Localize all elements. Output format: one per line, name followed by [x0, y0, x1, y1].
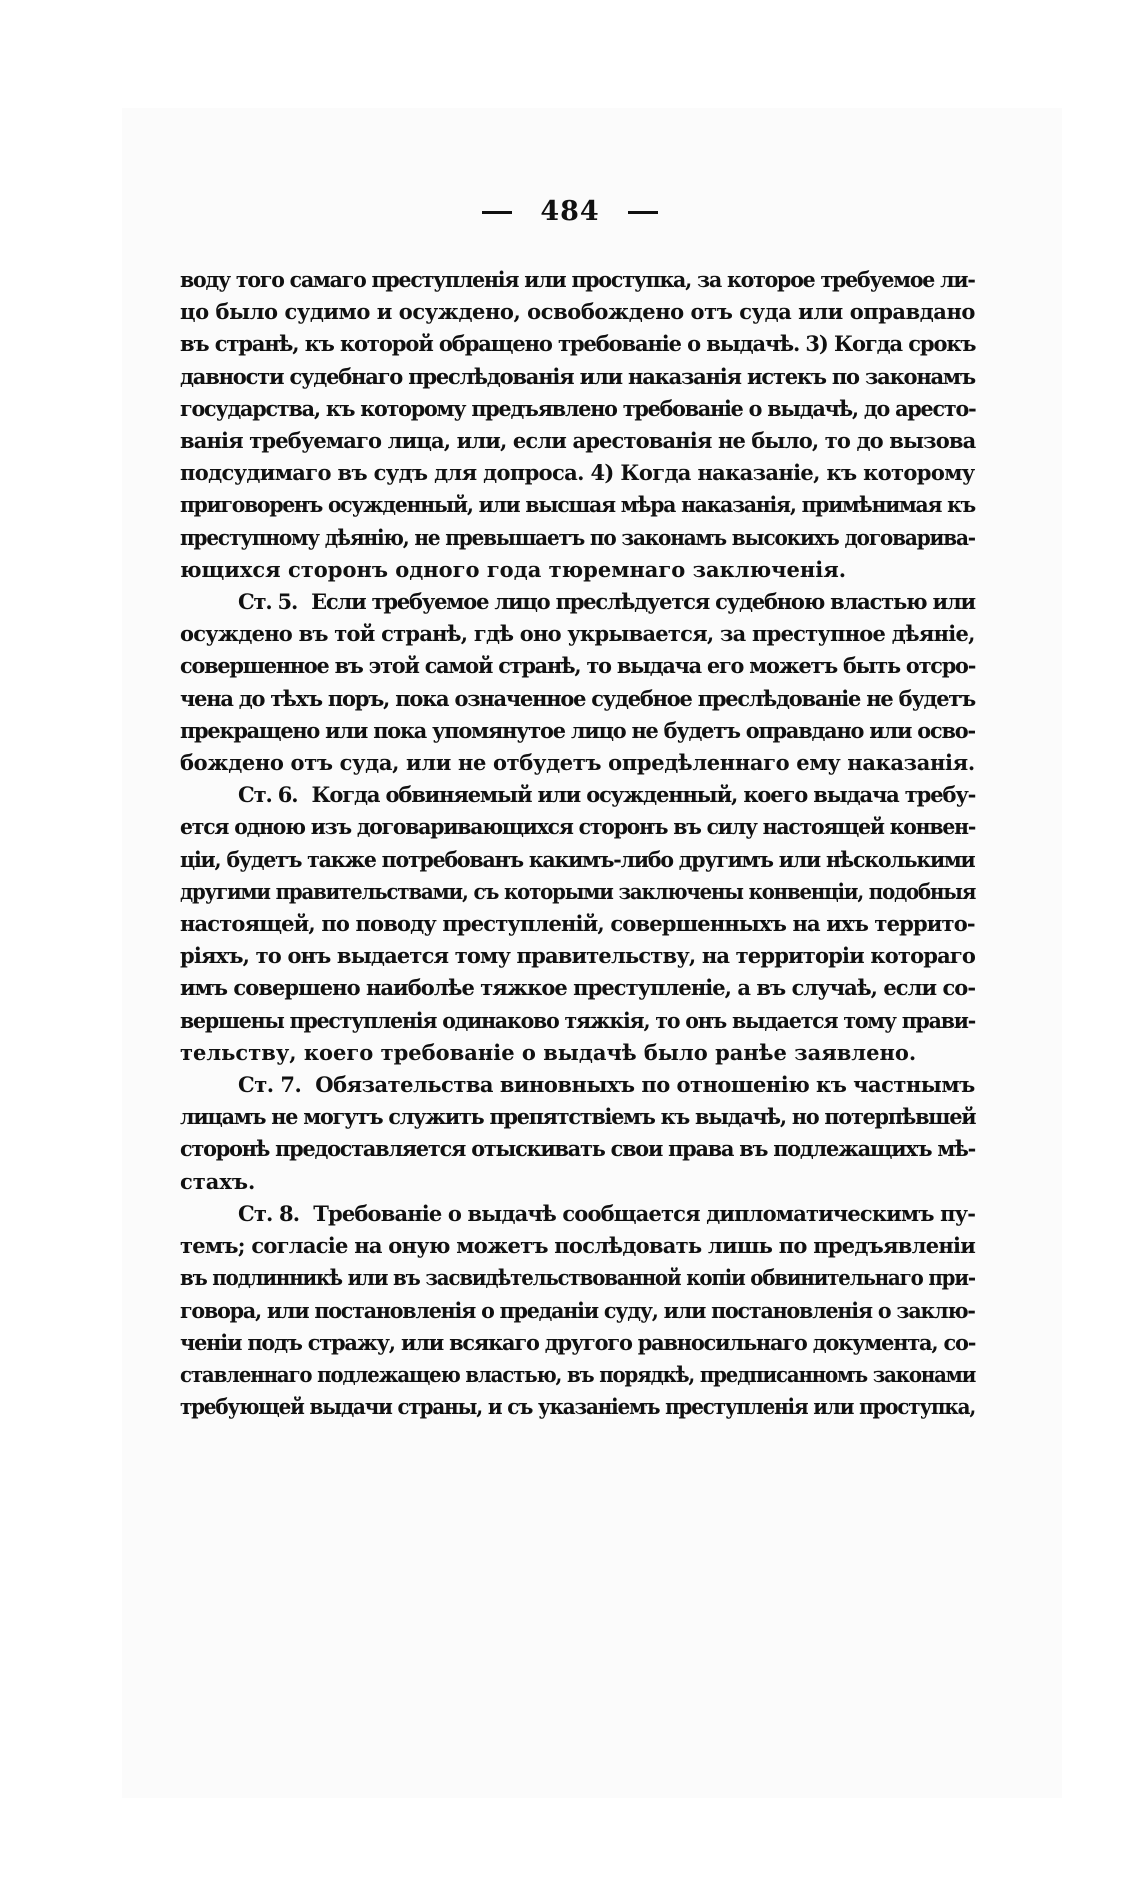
paragraph-article-7	[180, 1069, 975, 1198]
text-line: подсудимаго въ судъ для допроса. 4) Когда наказаніе, къ которому	[180, 460, 975, 486]
text-line: приговоренъ осужденный, или высшая мѣра наказанія, примѣнимая къ	[180, 492, 975, 518]
text-line: Ст. 6. Когда обвиняемый или осужденный, коего выдача требу-	[238, 782, 976, 808]
text-line: государства, къ которому предъявлено требованіе о выдачѣ, до аресто-	[180, 395, 976, 421]
text-line: ющихся сторонъ одного года тюремнаго заключенія.	[180, 556, 847, 582]
paragraph-article-5	[180, 586, 975, 779]
text-line: сторонѣ предоставляется отыскивать свои права въ подлежащихъ мѣ-	[180, 1136, 976, 1162]
page-number: 484	[540, 196, 600, 227]
header-dash-right	[628, 211, 658, 214]
text-line: ченіи подъ стражу, или всякаго другого равносильнаго документа, со-	[180, 1329, 976, 1355]
text-line: ціи, будетъ также потребованъ какимъ-либо другимъ или нѣсколькими	[180, 846, 975, 872]
text-line: лицамъ не могутъ служить препятствіемъ къ выдачѣ, но потерпѣвшей	[180, 1104, 976, 1130]
text-line: давности судебнаго преслѣдованія или наказанія истекъ по законамъ	[180, 363, 975, 389]
text-line: прекращено или пока упомянутое лицо не будетъ оправдано или осво-	[180, 717, 975, 743]
article-label: Ст. 8.	[238, 1200, 300, 1226]
text-line: вершены преступленія одинаково тяжкія, то онъ выдается тому прави-	[180, 1007, 976, 1033]
text-line: темъ; согласіе на оную можетъ послѣдовать лишь по предъявленіи	[180, 1233, 976, 1259]
article-label: Ст. 5.	[238, 589, 298, 615]
text-line: совершенное въ этой самой странѣ, то выдача его можетъ быть отсро-	[180, 653, 976, 679]
text-line: Ст. 5. Если требуемое лицо преслѣдуется судебною властью или	[238, 589, 975, 615]
text-line: въ подлинникѣ или въ засвидѣтельствованной копіи обвинительнаго при-	[180, 1265, 975, 1291]
text-line: стахъ.	[180, 1168, 256, 1194]
paragraph-article-8	[180, 1198, 975, 1423]
text-line: Ст. 8. Требованіе о выдачѣ сообщается дипломатическимъ пу-	[238, 1200, 976, 1226]
text-line: ставленнаго подлежащею властью, въ порядкѣ, предписанномъ законами	[180, 1361, 976, 1387]
text-line: чена до тѣхъ поръ, пока означенное судебное преслѣдованіе не будетъ	[180, 685, 976, 711]
text-line: воду того самаго преступленія или проступка, за которое требуемое ли-	[180, 267, 975, 292]
text-line: ріяхъ, то онъ выдается тому правительству, на территоріи котораго	[180, 943, 976, 969]
text-line: бождено отъ суда, или не отбудетъ опредѣленнаго ему наказанія.	[180, 750, 975, 776]
header-dash-left	[482, 211, 512, 214]
text-line: въ странѣ, къ которой обращено требованіе о выдачѣ. 3) Когда срокъ	[180, 331, 976, 357]
text-line: тельству, коего требованіе о выдачѣ было ранѣе заявлено.	[180, 1039, 917, 1065]
text-line: другими правительствами, съ которыми заключены конвенціи, подобныя	[180, 878, 976, 904]
article-label: Ст. 6.	[238, 782, 298, 808]
text-line: ется одною изъ договаривающихся сторонъ въ силу настоящей конвен-	[180, 814, 976, 840]
article-text	[180, 264, 975, 1423]
paragraph-continuation	[180, 264, 975, 586]
text-line: цо было судимо и осуждено, освобождено отъ суда или оправдано	[180, 299, 975, 325]
paragraph-article-6	[180, 779, 975, 1069]
text-line: говора, или постановленія о преданіи суду, или постановленія о заклю-	[180, 1297, 975, 1323]
page-header	[0, 196, 1140, 227]
article-label: Ст. 7.	[238, 1072, 302, 1098]
text-line: настоящей, по поводу преступленій, совершенныхъ на ихъ террито-	[180, 911, 975, 937]
text-line: осуждено въ той странѣ, гдѣ оно укрывается, за преступное дѣяніе,	[180, 621, 975, 647]
text-line: требующей выдачи страны, и съ указаніемъ преступленія или проступка,	[180, 1394, 976, 1420]
text-line: Ст. 7. Обязательства виновныхъ по отношенію къ частнымъ	[238, 1072, 975, 1098]
text-line: преступному дѣянію, не превышаетъ по законамъ высокихъ договарива-	[180, 524, 975, 550]
text-line: имъ совершено наиболѣе тяжкое преступленіе, а въ случаѣ, если со-	[180, 975, 976, 1001]
text-line: ванія требуемаго лица, или, если арестованія не было, то до вызова	[180, 428, 976, 454]
